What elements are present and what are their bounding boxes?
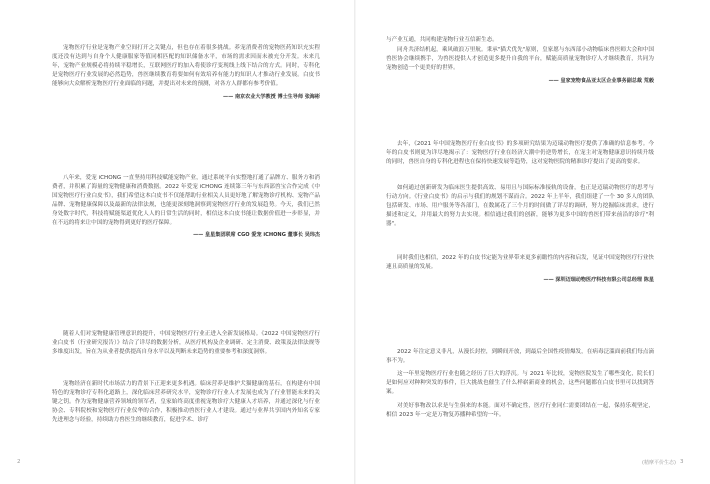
preface-block-1 <box>52 44 320 101</box>
preface-text: 宠物经济在新时代市场活力的背景下正迎来更多机遇。临床营养是维护犬猫健康的基石，在构建有中国特色的宠物诊疗专科化道路上，深化临床营养研究水平，宠物诊疗行业人才发展也成为了行业智能未来的关键之钥。作为宠物健康营养领域的领军者，皇家始终高度重视宠物诊疗大健康人才培养，并通过深化与行业协会、专科院校和宠物医疗行业仪华的合作，积极推动兽医行业人才建设。通过与业界共享国内外知名专家先进理念与经验，持续助力兽医生的继续教育，促进学术、诊疗 <box>52 381 320 423</box>
preface-block-11 <box>386 370 654 397</box>
preface-text: 同时我们也相信，2022 年的白皮书定能为业界带来更多前瞻性的内容和启发，见证中国宠物医疗行业快速且高质量的发展。 <box>386 255 654 270</box>
preface-block-4 <box>52 380 320 425</box>
page-number: 3 <box>680 459 684 465</box>
preface-block-9 <box>386 254 654 284</box>
preface-signature: —— 皇家宠物食品亚太区企业事务副总裁 荒毅 <box>548 77 654 84</box>
page-number: 2 <box>17 459 21 465</box>
preface-text: 去年，《2021 年中国宠物医疗行业白皮书》的多项研究结果为迈瑞动物医疗提供了准确的信息参考。今年的白皮书则更为详尽地揭示了：宠物医疗行业在经济大潮中仍逆势增长，在宠主对宠物健康意识持续升级的同时，兽医自身的专科化进程也在保持快速发展等趋势，这对宠物医院的精准诊疗提出了更高的要求。 <box>386 141 654 165</box>
running-footer: (精摩平价生态) <box>642 460 676 466</box>
preface-text: 2022 年注定意义非凡，从漫长封控，到瞬间开放，到最后全国性疫情爆发，在病毒泛滥面前我们每点滴事不为。 <box>386 349 654 364</box>
preface-block-7 <box>386 140 654 167</box>
preface-text: 同舟共济结机起，乘风破浪万里航。秉承"猫犬优先"原则，皇家愿与东西部小动物临床兽医师大会和中国兽医协会继续携手，为兽医提供人才创造更多提升自我的平台，赋能高质量宠物诊疗人才继续教育，共同为宠物创造一个更美好的世界。 <box>386 47 654 71</box>
preface-text: 如何通过创新研发为临床医生提供高效、易用且与国际标准接轨的设备，也正是迈瑞动物医疗的思考与行动方向。《行业白皮书》的启示与我们的规划不谋而合。2022 年上半年，我们组建了一个 30 多人的团队包括研发、市场、用户服务等各部门，在数属花了三个月的时间做了详尽的调研，努力挖掘临床需求，进行描述和定义，并用最大的努力去实现。相信通过我们的创新，能够为更多中国的兽医们带来前沿的诊疗"利器"。 <box>386 185 654 227</box>
preface-text: 与产业互通，共同构建宠物行业互信新生态。 <box>386 37 498 43</box>
preface-signature: —— 南京农业大学教授 博士生导师 张海彬 <box>222 93 320 100</box>
preface-block-10 <box>386 348 654 366</box>
preface-block-8 <box>386 184 654 229</box>
preface-block-2 <box>52 174 320 239</box>
preface-block-6 <box>386 46 654 85</box>
preface-block-3 <box>52 330 320 357</box>
preface-text: 八年来，爱宠 iCHONG 一直坚持用科技赋能宠物产业，通过系统平台实整地打通了品牌方、服务方和消费者，并积累了海量的宠物健康和消费数据。2022 年爱宠 iCHONG 连续第三年与东西部兽宝合作完成《中国宠物医疗行业白皮书》，我们希望这本白皮书不仅能帮助行业相关人员更好地了解宠物诊疗机构、宠物产品品牌、宠物健康保障以及最新的法律法规，也能更深刻地洞察到宠物医疗行业的发展趋势。今天，我们已然身处数字时代，科技将赋能渠道优化人人的日常生活的同时，相信这本白皮书能让数据价值进一步彰显，并在不远的将来让中国的宠物得到更好的医疗保障。 <box>52 175 320 226</box>
preface-text: 对美好事物改以求是与生俱来的本能。面对不确定性，医疗行业同仁需要团结在一起，保持乐观坚定，相信 2023 年一定是万物复苏播种希望的一年。 <box>386 403 654 418</box>
preface-text: 随着人们对宠物健康管理意识的提升，中国宠物医疗行业正进入全新发展格局。《2022 中国宠物医疗行业白皮书（行业研究报告）》结合了详尽的数据分析，从医疗机构及企业调研、定主消费、政策及法律法规等多维度出发，旨在为从业者提供提高自身水平以及判断未来趋势的重要参考和深度洞察。 <box>52 331 320 355</box>
preface-text: 这一年里宠物医疗行业也随之经历了巨大的浮沉。与 2021 年比较，宠物医院发生了哪些变化，院长们是如何应对种种突发的事件，巨大挑战也催生了什么样崭新商业的机会，这些问题都在白皮书里可以找到答案。 <box>386 371 654 395</box>
preface-text: 宠物医疗行业是宠物产业空间打开之关键点，但也存在着很多挑战。养宠消费者的宠物医药知识充实程度还没有达到与自身个人健康服家等值同相匹配的知识储备水平，市场的需求因而未被充分开发。未来几年，宠物产业规模必将持续平稳增长，互联网医疗的加入将使诊疗变现线上线下结合的方式。同时，专科化是宠物医疗行业发展的必然趋势，兽医继续教育将要如何有效培养有能力的知识人才推动行业发展。白皮书能够向大众解析宠物医疗行业面临的问题，并提出对未来的预测，对各方人群都有参考价值。 <box>52 45 320 87</box>
preface-signature: —— 深圳迈瑞动物医疗科技有限公司总经理 陈星 <box>543 276 654 283</box>
page-fold <box>354 0 356 484</box>
preface-signature: —— 皇星集团联席 CGO 爱宠 iCHONG 董事长 吴玮杰 <box>193 232 320 239</box>
preface-block-5 <box>386 36 654 45</box>
preface-block-12 <box>386 402 654 420</box>
